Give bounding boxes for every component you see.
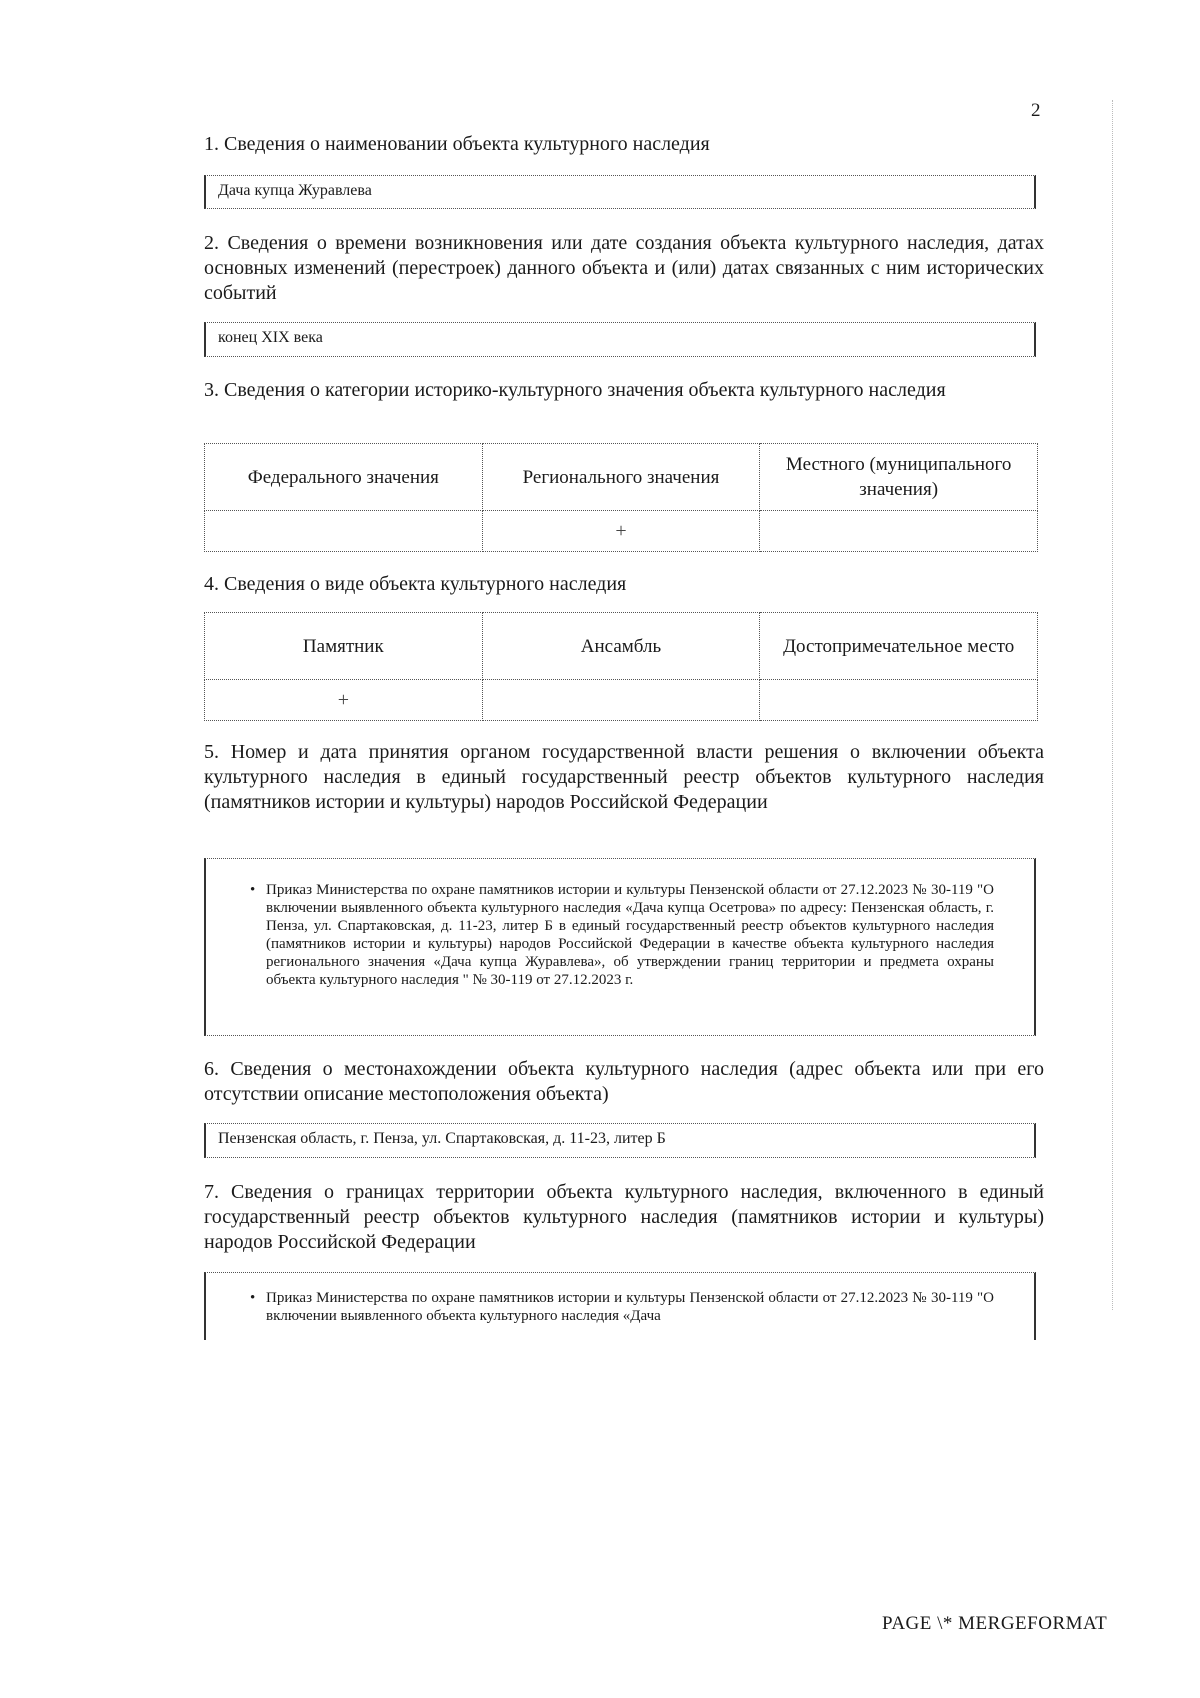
type-landmark-header: Достопримечательное место — [760, 613, 1038, 680]
category-local-header: Местного (муниципального значения) — [760, 444, 1038, 511]
section-6-value-box — [204, 1123, 1036, 1158]
category-federal-mark — [205, 511, 483, 552]
section-7-boundaries-box — [204, 1272, 1036, 1340]
page-margin-line — [1112, 100, 1113, 1310]
address-value: Пензенская область, г. Пенза, ул. Спартаковская, д. 11-23, литер Б — [218, 1130, 666, 1147]
section-3-heading: 3. Сведения о категории историко-культурного значения объекта культурного наследия — [204, 379, 946, 401]
section-7-heading: 7. Сведения о границах территории объекта культурного наследия, включенного в единый государственный реестр объектов культурного наследия (памятников истории и культуры) народов Российской Федерации — [204, 1181, 1044, 1253]
boundaries-list-item: • Приказ Министерства по охране памятников истории и культуры Пензенской области от 27.12.2023 № 30-119 "О включении выявленного объекта культурного наследия «Дача — [266, 1289, 994, 1325]
section-5-heading: 5. Номер и дата принятия органом государственной власти решения о включении объекта культурного наследия в единый государственный реестр объектов культурного наследия (памятников истории и культуры) народов Российской Федерации — [204, 741, 1044, 813]
type-landmark-mark — [760, 680, 1038, 721]
section-5-decision-box — [204, 858, 1036, 1036]
page-field-code: PAGE \* MERGEFORMAT — [882, 1613, 1108, 1634]
creation-date-value: конец XIX века — [218, 329, 323, 346]
section-2-value-box — [204, 322, 1036, 357]
category-regional-header: Регионального значения — [482, 444, 760, 511]
type-ensemble-mark — [482, 680, 760, 721]
type-ensemble-header: Ансамбль — [482, 613, 760, 680]
page-number: 2 — [1031, 100, 1041, 121]
category-local-mark — [760, 511, 1038, 552]
section-2-heading: 2. Сведения о времени возникновения или дате создания объекта культурного наследия, датах основных изменений (перестроек) данного объекта и (или) датах связанных с ним исторических событий — [204, 232, 1044, 304]
object-name-value: Дача купца Журавлева — [218, 182, 372, 199]
type-table — [204, 612, 1038, 721]
section-6-heading: 6. Сведения о местонахождении объекта культурного наследия (адрес объекта или при его отсутствии описание местоположения объекта) — [204, 1058, 1044, 1105]
section-4-heading: 4. Сведения о виде объекта культурного наследия — [204, 573, 627, 595]
section-1-heading: 1. Сведения о наименовании объекта культурного наследия — [204, 133, 710, 155]
category-table — [204, 443, 1038, 552]
category-federal-header: Федерального значения — [205, 444, 483, 511]
category-regional-mark: + — [482, 511, 760, 552]
section-1-value-box — [204, 175, 1036, 209]
type-monument-header: Памятник — [205, 613, 483, 680]
decision-list-item: • Приказ Министерства по охране памятников истории и культуры Пензенской области от 27.12.2023 № 30-119 "О включении выявленного объекта культурного наследия «Дача купца Осетрова» по адресу: Пензенская область, г. Пенза, ул. Спартаковская, д. 11-23, литер Б в единый государственный реестр объектов культурного наследия (памятников истории и культуры) народов Российской Федерации в качестве объекта культурного наследия регионального значения «Дача купца Журавлева», об утверждении границ территории и предмета охраны объекта культурного наследия " № 30-119 от 27.12.2023 г. — [266, 881, 994, 989]
type-monument-mark: + — [205, 680, 483, 721]
